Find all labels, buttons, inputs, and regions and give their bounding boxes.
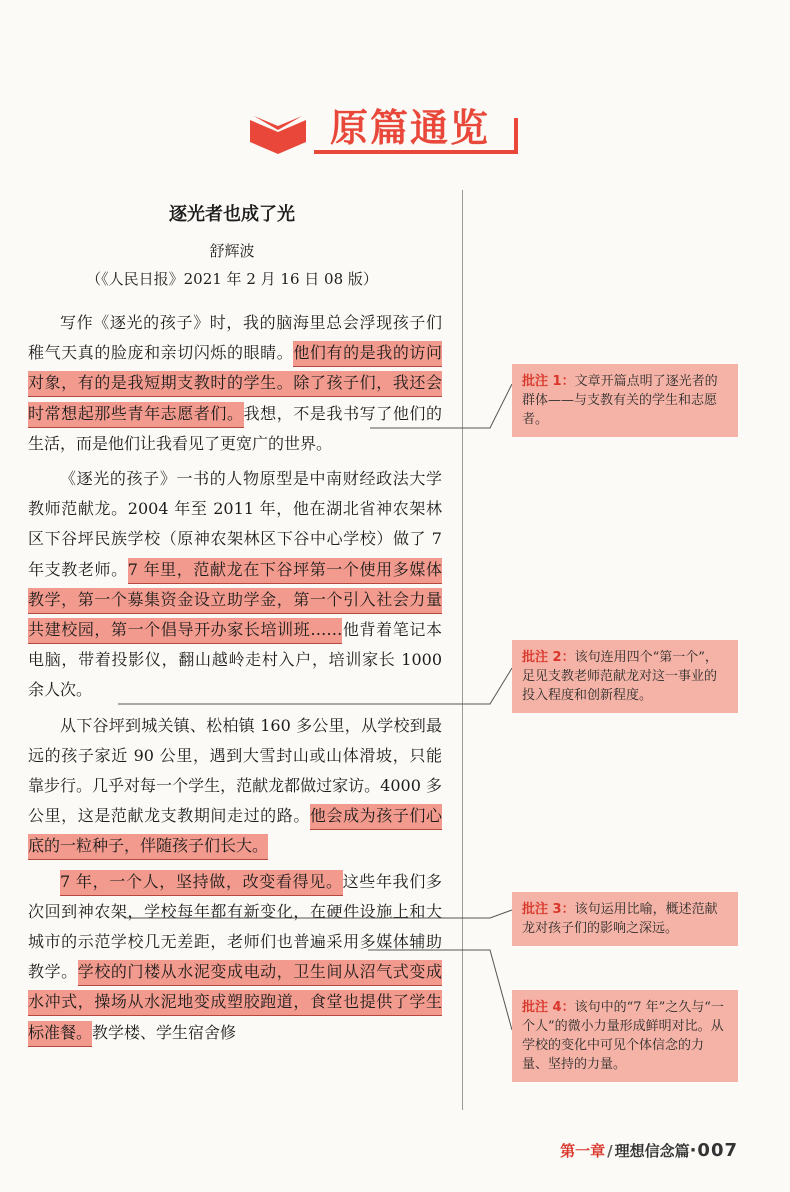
article-source: （《人民日报》2021 年 2 月 16 日 08 版） bbox=[86, 270, 378, 288]
paragraph-4: 7 年，一个人，坚持做，改变看得见。这些年我们多次回到神农架，学校每年都有新变化，在硬件设施上和大城市的示范学校几无差距，老师们也普遍采用多媒体辅助教学。学校的门楼从水泥变成电动，卫生间从沼气式变成水冲式，操场从水泥地变成塑胶跑道，食堂也提供了学生标准餐。教学楼、学生宿舍修 bbox=[28, 867, 442, 1048]
highlight-3: 他会成为孩子们心底的一粒种子，伴随孩子们长大。 bbox=[28, 804, 442, 860]
page-number: ·007 bbox=[689, 1140, 738, 1161]
header-right-bar bbox=[514, 118, 518, 154]
note-2 bbox=[512, 640, 738, 713]
note-3 bbox=[512, 892, 738, 946]
footer-chapter: 第一章 bbox=[560, 1142, 606, 1160]
article-body bbox=[28, 308, 442, 1053]
note-1 bbox=[512, 364, 738, 437]
highlight-2: 7 年里，范献龙在下谷坪第一个使用多媒体教学，第一个募集资金设立助学金，第一个引入社会力量共建校园，第一个倡导开办家长培训班…… bbox=[28, 558, 442, 644]
note-2-text: 该句连用四个“第一个”，足见支教老师范献龙对这一事业的投入程度和创新程度。 bbox=[522, 650, 718, 703]
article-author: 舒辉波 bbox=[209, 242, 255, 260]
note-3-label: 批注 3： bbox=[522, 902, 575, 917]
article-title: 逐光者也成了光 bbox=[169, 204, 295, 225]
note-1-label: 批注 1： bbox=[522, 374, 575, 389]
section-title: 原篇通览 bbox=[330, 106, 491, 150]
column-divider bbox=[462, 190, 463, 1110]
highlight-1: 他们有的是我的访问对象，有的是我短期支教时的学生。除了孩子们，我还会时常想起那些青年志愿者们。 bbox=[28, 341, 442, 427]
footer-section: 理想信念篇 bbox=[614, 1142, 690, 1160]
paragraph-1: 写作《逐光的孩子》时，我的脑海里总会浮现孩子们稚气天真的脸庞和亲切闪烁的眼睛。他们有的是我的访问对象，有的是我短期支教时的学生。除了孩子们，我还会时常想起那些青年志愿者们。我想，不是我书写了他们的生活，而是他们让我看见了更宽广的世界。 bbox=[28, 313, 442, 453]
highlight-4: 7 年，一个人，坚持做，改变看得见。 bbox=[60, 870, 343, 896]
note-4-label: 批注 4： bbox=[522, 1000, 575, 1015]
highlight-5: 学校的门楼从水泥变成电动，卫生间从沼气式变成水冲式，操场从水泥地变成塑胶跑道，食堂也提供了学生标准餐。 bbox=[28, 960, 442, 1046]
paragraph-3: 从下谷坪到城关镇、松柏镇 160 多公里，从学校到最远的孩子家近 90 公里，遇到大雪封山或山体滑坡，只能靠步行。几乎对每一个学生，范献龙都做过家访。4000 多公里，这是范献龙支教期间走过的路。他会成为孩子们心底的一粒种子，伴随孩子们长大。 bbox=[28, 711, 442, 862]
note-4-text: 该句中的“7 年”之久与“一个人”的微小力量形成鲜明对比。从学校的变化中可见个体信念的力量、坚持的力量。 bbox=[522, 1000, 724, 1072]
footer-separator: / bbox=[607, 1142, 613, 1160]
note-2-label: 批注 2： bbox=[522, 650, 575, 665]
paragraph-2: 《逐光的孩子》一书的人物原型是中南财经政法大学教师范献龙。2004 年至 2011 年，他在湖北省神农架林区下谷坪民族学校（原神农架林区下谷中心学校）做了 7 年支教老师。7 年里，范献龙在下谷坪第一个使用多媒体教学，第一个募集资金设立助学金，第一个引入社会力量共建校园，第一个倡导开办家长培训班……他背着笔记本电脑，带着投影仪，翻山越岭走村入户，培训家长 1000 余人次。 bbox=[28, 469, 442, 700]
note-4 bbox=[512, 990, 738, 1082]
book-icon bbox=[250, 116, 306, 154]
note-1-text: 文章开篇点明了逐光者的群体——与支教有关的学生和志愿者。 bbox=[522, 374, 718, 427]
note-3-text: 该句运用比喻，概述范献龙对孩子们的影响之深远。 bbox=[522, 902, 718, 936]
page-footer bbox=[560, 1140, 738, 1161]
